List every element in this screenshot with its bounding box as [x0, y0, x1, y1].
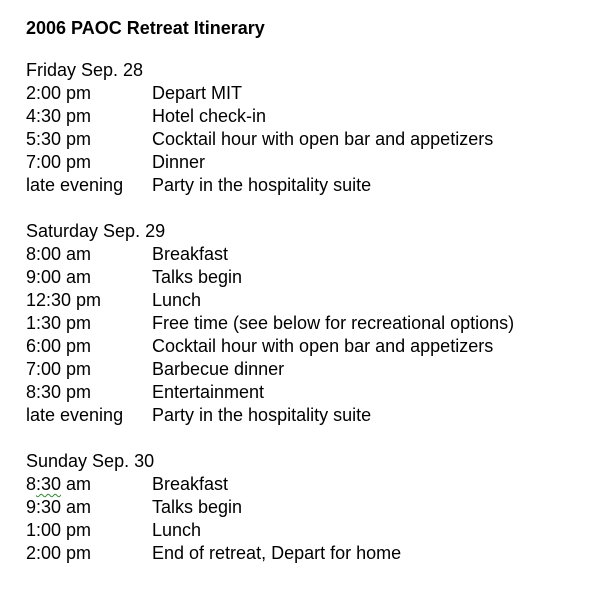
event-activity: Dinner: [152, 152, 206, 172]
day-heading: Saturday Sep. 29: [26, 221, 166, 241]
event-time: 1:00 pm: [26, 520, 92, 540]
event-time: 8:30 pm: [26, 382, 92, 402]
itinerary-row: [26, 243, 594, 266]
event-time: 7:00 pm: [26, 359, 92, 379]
event-activity: Lunch: [152, 290, 202, 310]
itinerary-row: [26, 266, 594, 289]
itinerary-row: [26, 404, 594, 427]
event-time: [26, 473, 152, 496]
itinerary-row: [26, 174, 594, 197]
itinerary-row: [26, 128, 594, 151]
itinerary-row: [26, 312, 594, 335]
itinerary-row: [26, 381, 594, 404]
event-time: 4:30 pm: [26, 106, 92, 126]
event-activity: Party in the hospitality suite: [152, 175, 372, 195]
event-time: late evening: [26, 175, 124, 195]
event-activity: End of retreat, Depart for home: [152, 543, 402, 563]
event-activity: Cocktail hour with open bar and appetizers: [152, 129, 494, 149]
event-activity: Breakfast: [152, 474, 229, 494]
event-time: 9:00 am: [26, 267, 92, 287]
itinerary-row: [26, 335, 594, 358]
event-activity: Cocktail hour with open bar and appetizers: [152, 336, 494, 356]
event-activity: Free time (see below for recreational options): [152, 313, 515, 333]
itinerary-row: [26, 542, 594, 565]
itinerary-row: [26, 151, 594, 174]
day-heading: Friday Sep. 28: [26, 60, 144, 80]
event-time: 5:30 pm: [26, 129, 92, 149]
event-activity: Entertainment: [152, 382, 265, 402]
day-section-saturday: [26, 220, 594, 427]
event-time: 6:00 pm: [26, 336, 92, 356]
itinerary-row: [26, 289, 594, 312]
event-time: 7:00 pm: [26, 152, 92, 172]
spellcheck-flagged-text[interactable]: :30: [36, 474, 62, 494]
event-time: 2:00 pm: [26, 83, 92, 103]
day-heading: Sunday Sep. 30: [26, 451, 155, 471]
event-time: 2:00 pm: [26, 543, 92, 563]
document-title: 2006 PAOC Retreat Itinerary: [26, 18, 265, 38]
event-time: 9:30 am: [26, 497, 92, 517]
event-activity: Talks begin: [152, 267, 243, 287]
day-section-sunday: [26, 450, 594, 565]
itinerary-row: [26, 496, 594, 519]
event-time: 8:00 am: [26, 244, 92, 264]
event-activity: Depart MIT: [152, 83, 243, 103]
event-time: 12:30 pm: [26, 290, 102, 310]
event-activity: Breakfast: [152, 244, 229, 264]
event-activity: Barbecue dinner: [152, 359, 285, 379]
event-activity: Talks begin: [152, 497, 243, 517]
itinerary-row: [26, 473, 594, 496]
event-activity: Hotel check-in: [152, 106, 267, 126]
event-time-meridiem: am: [61, 474, 92, 494]
event-activity: Party in the hospitality suite: [152, 405, 372, 425]
itinerary-row: [26, 82, 594, 105]
event-time: 1:30 pm: [26, 313, 92, 333]
event-activity: Lunch: [152, 520, 202, 540]
event-time-hour: 8: [26, 474, 37, 494]
itinerary-row: [26, 519, 594, 542]
event-time: late evening: [26, 405, 124, 425]
itinerary-row: [26, 358, 594, 381]
day-section-friday: [26, 59, 594, 197]
itinerary-row: [26, 105, 594, 128]
